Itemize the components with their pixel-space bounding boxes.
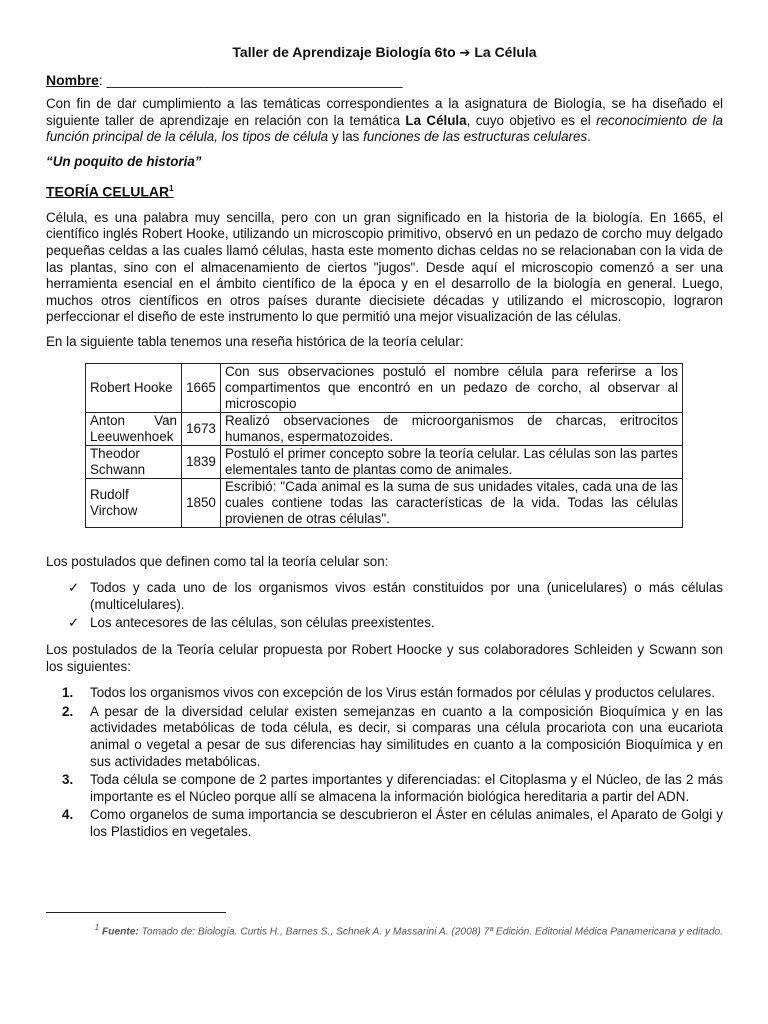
scientist-name: Rudolf Virchow [86,478,182,527]
history-paragraph: Célula, es una palabra muy sencilla, pero con un gran significado en la historia de la biología. En 1665, el científico inglés Robert Hooke, utilizando un microscopio primitivo, observó en un pedazo de corcho muy delgado pequeñas celdas a las cuales llamó células, hasta este momento dichas celdas no se relacionaban con la vida de las plantas, sino con el almacenamiento de ciertos "jugos". Desde aquí el microscopio comenzó a ser una herramienta esencial en el ámbito científico de la época y en el desarrollo de la biología en general. Luego, muchos otros científicos en otros países durante diecisiete décadas y utilizando el microscopio, lograron perfeccionar el diseño de este instrumento lo que permitió una mejor visualización de las células. [46,209,723,325]
intro-italic-1: reconocimiento de la función principal de la célula, los tipos de célula [46,112,723,145]
scientist-name: Anton Van Leeuwenhoek [86,412,182,445]
section-heading [46,181,723,200]
description-cell: Escribió: "Cada animal es la suma de sus unidades vitales, cada una de las cuales contiene todas las características de la vida. Todas las células provienen de otras células". [221,478,683,527]
postulate-text: Todos y cada uno de los organismos vivos están constituidos por una (unicelulares) o más células (multicelulares). [90,580,723,612]
year-cell: 1673 [182,412,221,445]
item-number: 2. [62,703,74,719]
description-cell: Realizó observaciones de microorganismos de charcas, eritrocitos humanos, espermatozoides. [221,412,683,445]
description-cell: Postuló el primer concepto sobre la teoría celular. Las células son las partes elementales tanto de plantas como de animales. [221,445,683,478]
item-number: 4. [62,807,74,823]
description-cell: Con sus observaciones postuló el nombre célula para referirse a los compartimentos que encontró en un pedazo de corcho, al observar al microscopio [221,363,683,412]
footnote-label: Fuente: [102,926,139,938]
name-blank-line: : ______________________________________ [98,71,403,88]
footnote [46,921,723,938]
scientist-name: Theodor Schwann [86,445,182,478]
list-item [46,685,723,702]
checkmark-icon: ✓ [68,580,80,596]
item-number: 3. [62,772,74,788]
intro-text-1: Con fin de dar cumplimiento a las temáticas correspondientes a la asignatura de Biología, se ha diseñado el siguiente taller de aprendizaje en relación con la temática [46,96,723,128]
item-number: 1. [62,685,74,701]
list-item [46,807,723,840]
title-text: Taller de Aprendizaje Biología 6to [232,44,456,60]
table-row [86,445,683,478]
postulates-intro: Los postulados que definen como tal la teoría celular son: [46,553,389,569]
year-cell: 1839 [182,445,221,478]
checkmark-icon: ✓ [68,615,80,631]
arrow-right-icon: ➔ [459,45,471,60]
history-table [85,363,683,528]
spacer [46,528,723,554]
list-item [46,580,723,613]
table-row [86,412,683,445]
year-cell: 1665 [182,363,221,412]
scientist-name: Robert Hooke [86,363,182,412]
history-subtitle: “Un poquito de historia” [46,153,202,169]
table-row [86,363,683,412]
footnote-number: 1 [94,922,100,932]
name-field-row [46,72,723,89]
list-item [46,615,723,632]
title-topic: La Célula [474,44,537,60]
intro-text-4: . [587,129,591,145]
section-heading-text: TEORÍA CELULAR [46,183,170,200]
item-text: Todos los organismos vivos con excepción de los Virus están formados por células y productos celulares. [90,685,715,701]
year-cell: 1850 [182,478,221,527]
item-text: A pesar de la diversidad celular existen semejanzas en cuanto a la composición Bioquímica y en las actividades metabólicas de toda célula, es decir, si comparas una célula procariota con una eucariota animal o vegetal a pesar de sus diferencias hay similitudes en cuanto a la composición Bioquímica y en sus actividades metabólicas. [90,703,723,769]
intro-italic-2: funciones de las estructuras celulares [363,129,588,145]
list-item [46,704,723,770]
item-text: Como organelos de suma importancia se descubrieron el Áster en células animales, el Aparato de Golgi y los Plastidios en vegetales. [90,807,723,839]
intro-text-3: y las [328,129,364,145]
intro-bold-topic: La Célula [405,112,467,128]
name-label: Nombre [46,71,99,88]
postulates-list [46,580,723,632]
table-intro: En la siguiente tabla tenemos una reseña histórica de la teoría celular: [46,333,464,349]
table-row [86,478,683,527]
postulate-text: Los antecesores de las células, son células preexistentes. [90,615,435,631]
hooke-intro: Los postulados de la Teoría celular propuesta por Robert Hoocke y sus colaboradores Schleiden y Scwann son los siguientes: [46,641,723,674]
intro-text-2: , cuyo objetivo es el [466,112,597,128]
footnote-divider [46,912,226,913]
footnote-text: Tomado de: Biología. Curtis H., Barnes S., Schnek A. y Massarini A. (2008) 7ª Edición. Editorial Médica Panamericana y editado. [138,926,723,938]
document-title [46,44,723,62]
item-text: Toda célula se compone de 2 partes importantes y diferenciadas: el Citoplasma y el Núcleo, de las 2 más importante es el Núcleo porque allí se almacena la información biológica hereditaria a partir del ADN. [90,772,723,804]
numbered-postulates [46,685,723,840]
intro-paragraph [46,96,723,146]
footnote-ref: 1 [169,183,174,193]
list-item [46,772,723,805]
document-page [46,44,723,842]
